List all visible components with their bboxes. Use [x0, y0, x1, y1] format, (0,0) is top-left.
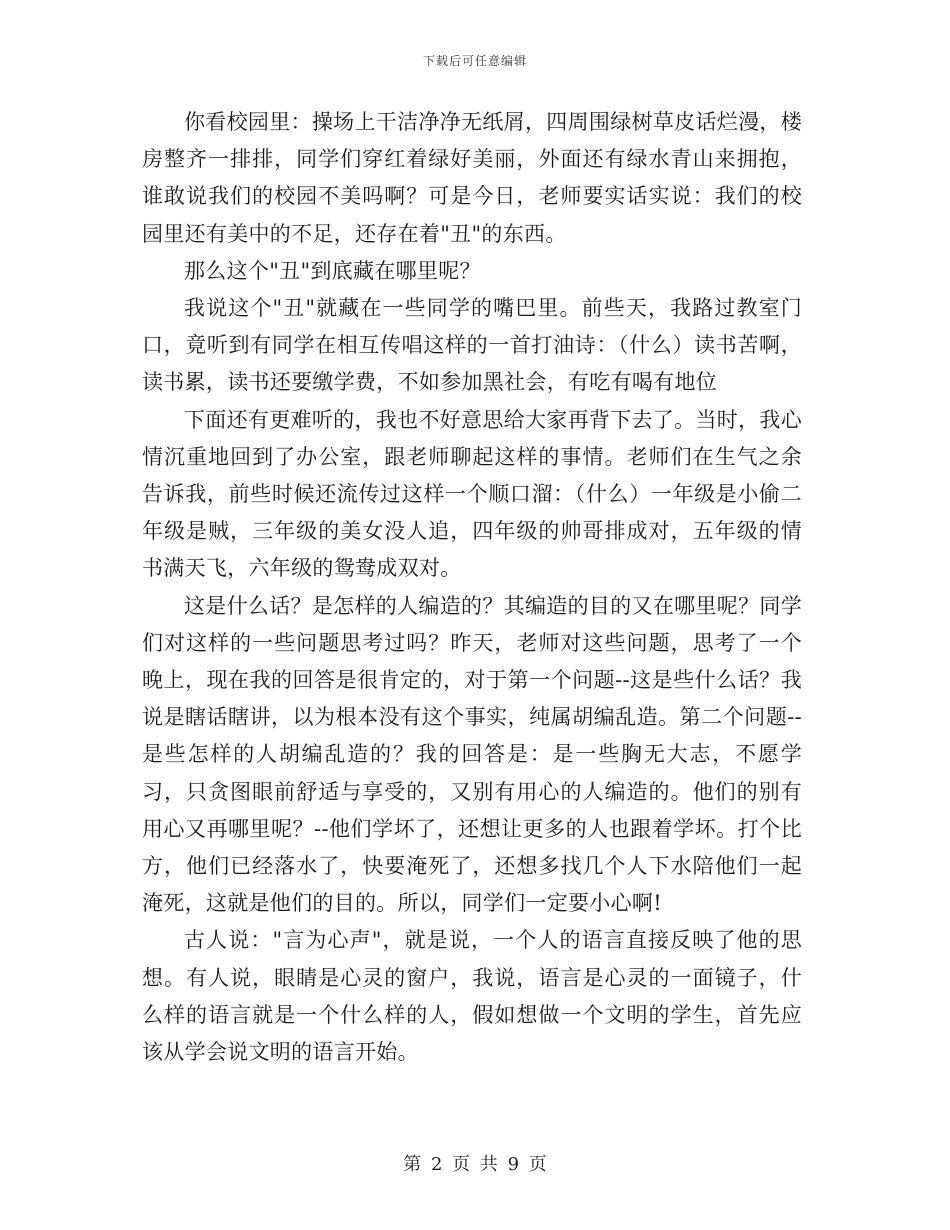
page-number: 第 2 页 共 9 页	[403, 1154, 547, 1175]
paragraph: 古人说："言为心声"，就是说，一个人的语言直接反映了他的思想。有人说，眼睛是心灵的窗户，我说，语言是心灵的一面镜子，什么样的语言就是一个什么样的人，假如想做一个文明的学生，首先应该从学会说文明的语言开始。	[142, 928, 802, 1065]
page-header: 下载后可任意编辑	[422, 54, 527, 68]
document-body	[142, 104, 802, 1071]
paragraph: 这是什么话？是怎样的人编造的？其编造的目的又在哪里呢？同学们对这样的一些问题思考过吗？昨天，老师对这些问题，思考了一个晚上，现在我的回答是很肯定的，对于第一个问题--这是些什么话？我说是瞎话瞎讲，以为根本没有这个事实，纯属胡编乱造。第二个问题--是些怎样的人胡编乱造的？我的回答是：是一些胸无大志，不愿学习，只贪图眼前舒适与享受的，又别有用心的人编造的。他们的别有用心又再哪里呢？--他们学坏了，还想让更多的人也跟着学坏。打个比方，他们已经落水了，快要淹死了，还想多找几个人下水陪他们一起淹死，这就是他们的目的。所以，同学们一定要小心啊!	[142, 593, 802, 916]
paragraph: 那么这个"丑"到底藏在哪里呢？	[184, 258, 481, 283]
paragraph: 我说这个"丑"就藏在一些同学的嘴巴里。前些天，我路过教室门口，竟听到有同学在相互传唱这样的一首打油诗：（什么）读书苦啊，读书累，读书还要缴学费，不如参加黑社会，有吃有喝有地位	[142, 296, 802, 395]
paragraph: 下面还有更难听的，我也不好意思给大家再背下去了。当时，我心情沉重地回到了办公室，跟老师聊起这样的事情。老师们在生气之余告诉我，前些时候还流传过这样一个顺口溜：（什么）一年级是小偷二年级是贼，三年级的美女没人追，四年级的帅哥排成对，五年级的情书满天飞，六年级的鸳鸯成双对。	[142, 407, 802, 581]
paragraph: 你看校园里：操场上干洁净净无纸屑，四周围绿树草皮话烂漫，楼房整齐一排排，同学们穿红着绿好美丽，外面还有绿水青山来拥抱，谁敢说我们的校园不美吗啊？可是今日，老师要实话实说：我们的校园里还有美中的不足，还存在着"丑"的东西。	[142, 110, 802, 246]
